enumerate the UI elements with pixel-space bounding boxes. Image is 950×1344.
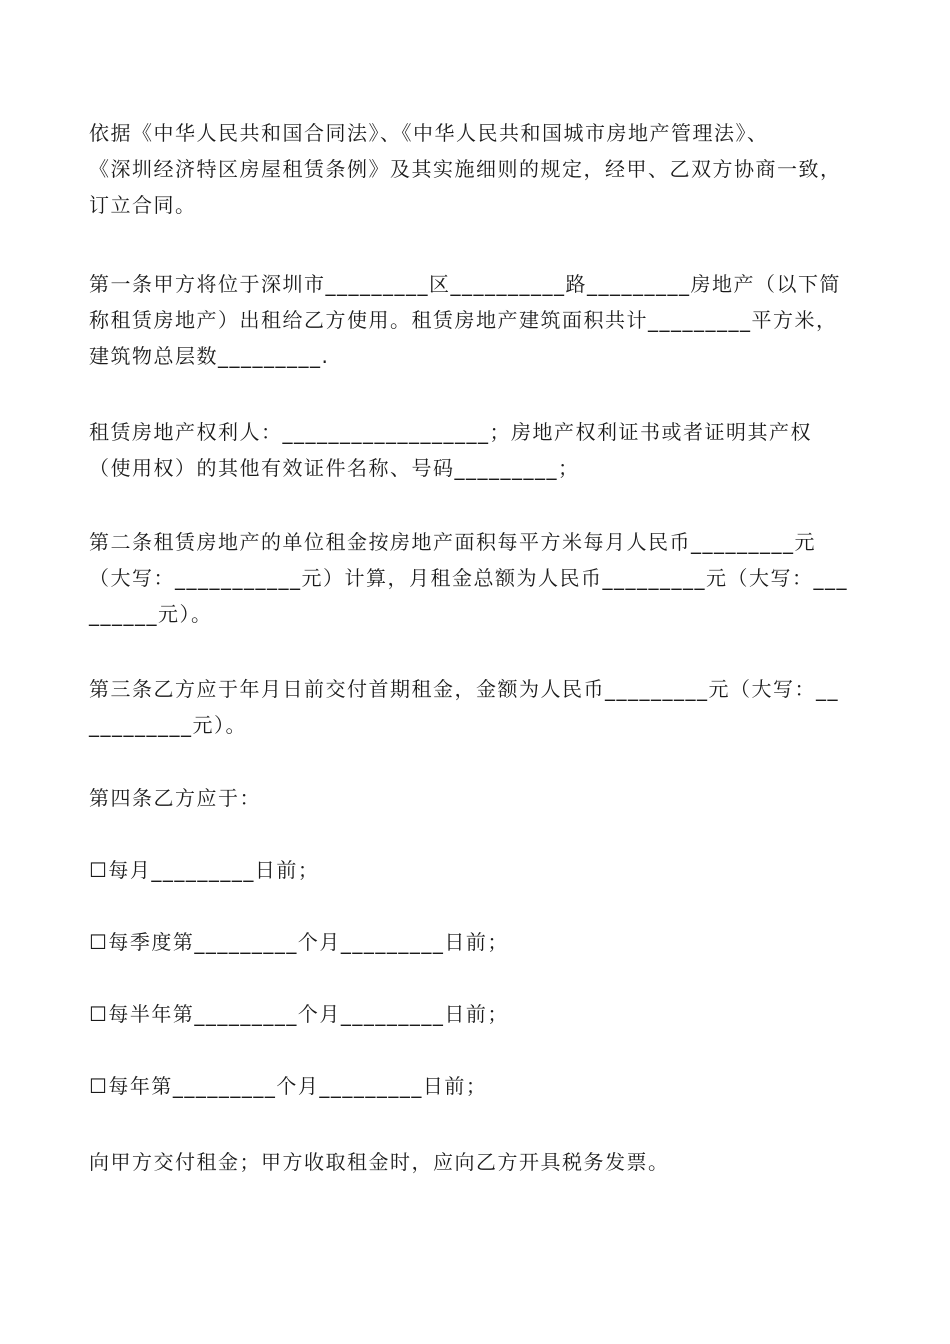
text-line: 《深圳经济特区房屋租赁条例》及其实施细则的规定，经甲、乙双方协商一致， bbox=[89, 157, 842, 181]
text-line: 建筑物总层数_________. bbox=[89, 344, 330, 368]
text-line: （使用权）的其他有效证件名称、号码_________； bbox=[89, 456, 580, 480]
text-line: 第三条乙方应于年月日前交付首期租金，金额为人民币_________元（大写：__ bbox=[89, 677, 839, 701]
option-monthly-line bbox=[89, 852, 869, 888]
payment-note-paragraph bbox=[89, 1144, 869, 1180]
text-line: 向甲方交付租金；甲方收取租金时，应向乙方开具税务发票。 bbox=[89, 1150, 670, 1174]
option-half-year-line bbox=[89, 996, 869, 1032]
text-line: 依据《中华人民共和国合同法》、《中华人民共和国城市房地产管理法》、 bbox=[89, 121, 769, 145]
option-yearly-line bbox=[89, 1068, 869, 1104]
text-line: ______元）。 bbox=[89, 602, 213, 626]
article-1-paragraph bbox=[89, 266, 869, 374]
rights-holder-paragraph bbox=[89, 414, 869, 486]
text-line: 第二条租赁房地产的单位租金按房地产面积每平方米每月人民币_________元 bbox=[89, 530, 816, 554]
checkbox-option-text: ☐每年第_________个月_________日前； bbox=[89, 1074, 488, 1098]
text-line: _________元）。 bbox=[89, 713, 247, 737]
checkbox-option-text: ☐每半年第_________个月_________日前； bbox=[89, 1002, 509, 1026]
document-page bbox=[89, 0, 869, 1344]
option-quarterly-line bbox=[89, 924, 869, 960]
checkbox-option-text: ☐每季度第_________个月_________日前； bbox=[89, 930, 509, 954]
article-4-paragraph bbox=[89, 780, 869, 816]
text-line: 第一条甲方将位于深圳市_________区__________路_________房地产（以下简 bbox=[89, 272, 841, 296]
text-line: 订立合同。 bbox=[89, 193, 197, 217]
text-line: 租赁房地产权利人：__________________；房地产权利证书或者证明其产权 bbox=[89, 420, 812, 444]
checkbox-option-text: ☐每月_________日前； bbox=[89, 858, 320, 882]
article-2-paragraph bbox=[89, 524, 869, 632]
article-3-paragraph bbox=[89, 671, 869, 743]
text-line: 第四条乙方应于： bbox=[89, 786, 261, 810]
text-line: （大写：___________元）计算，月租金总额为人民币_________元（大写：___ bbox=[89, 566, 848, 590]
preamble-paragraph bbox=[89, 115, 869, 223]
text-line: 称租赁房地产）出租给乙方使用。租赁房地产建筑面积共计_________平方米， bbox=[89, 308, 838, 332]
